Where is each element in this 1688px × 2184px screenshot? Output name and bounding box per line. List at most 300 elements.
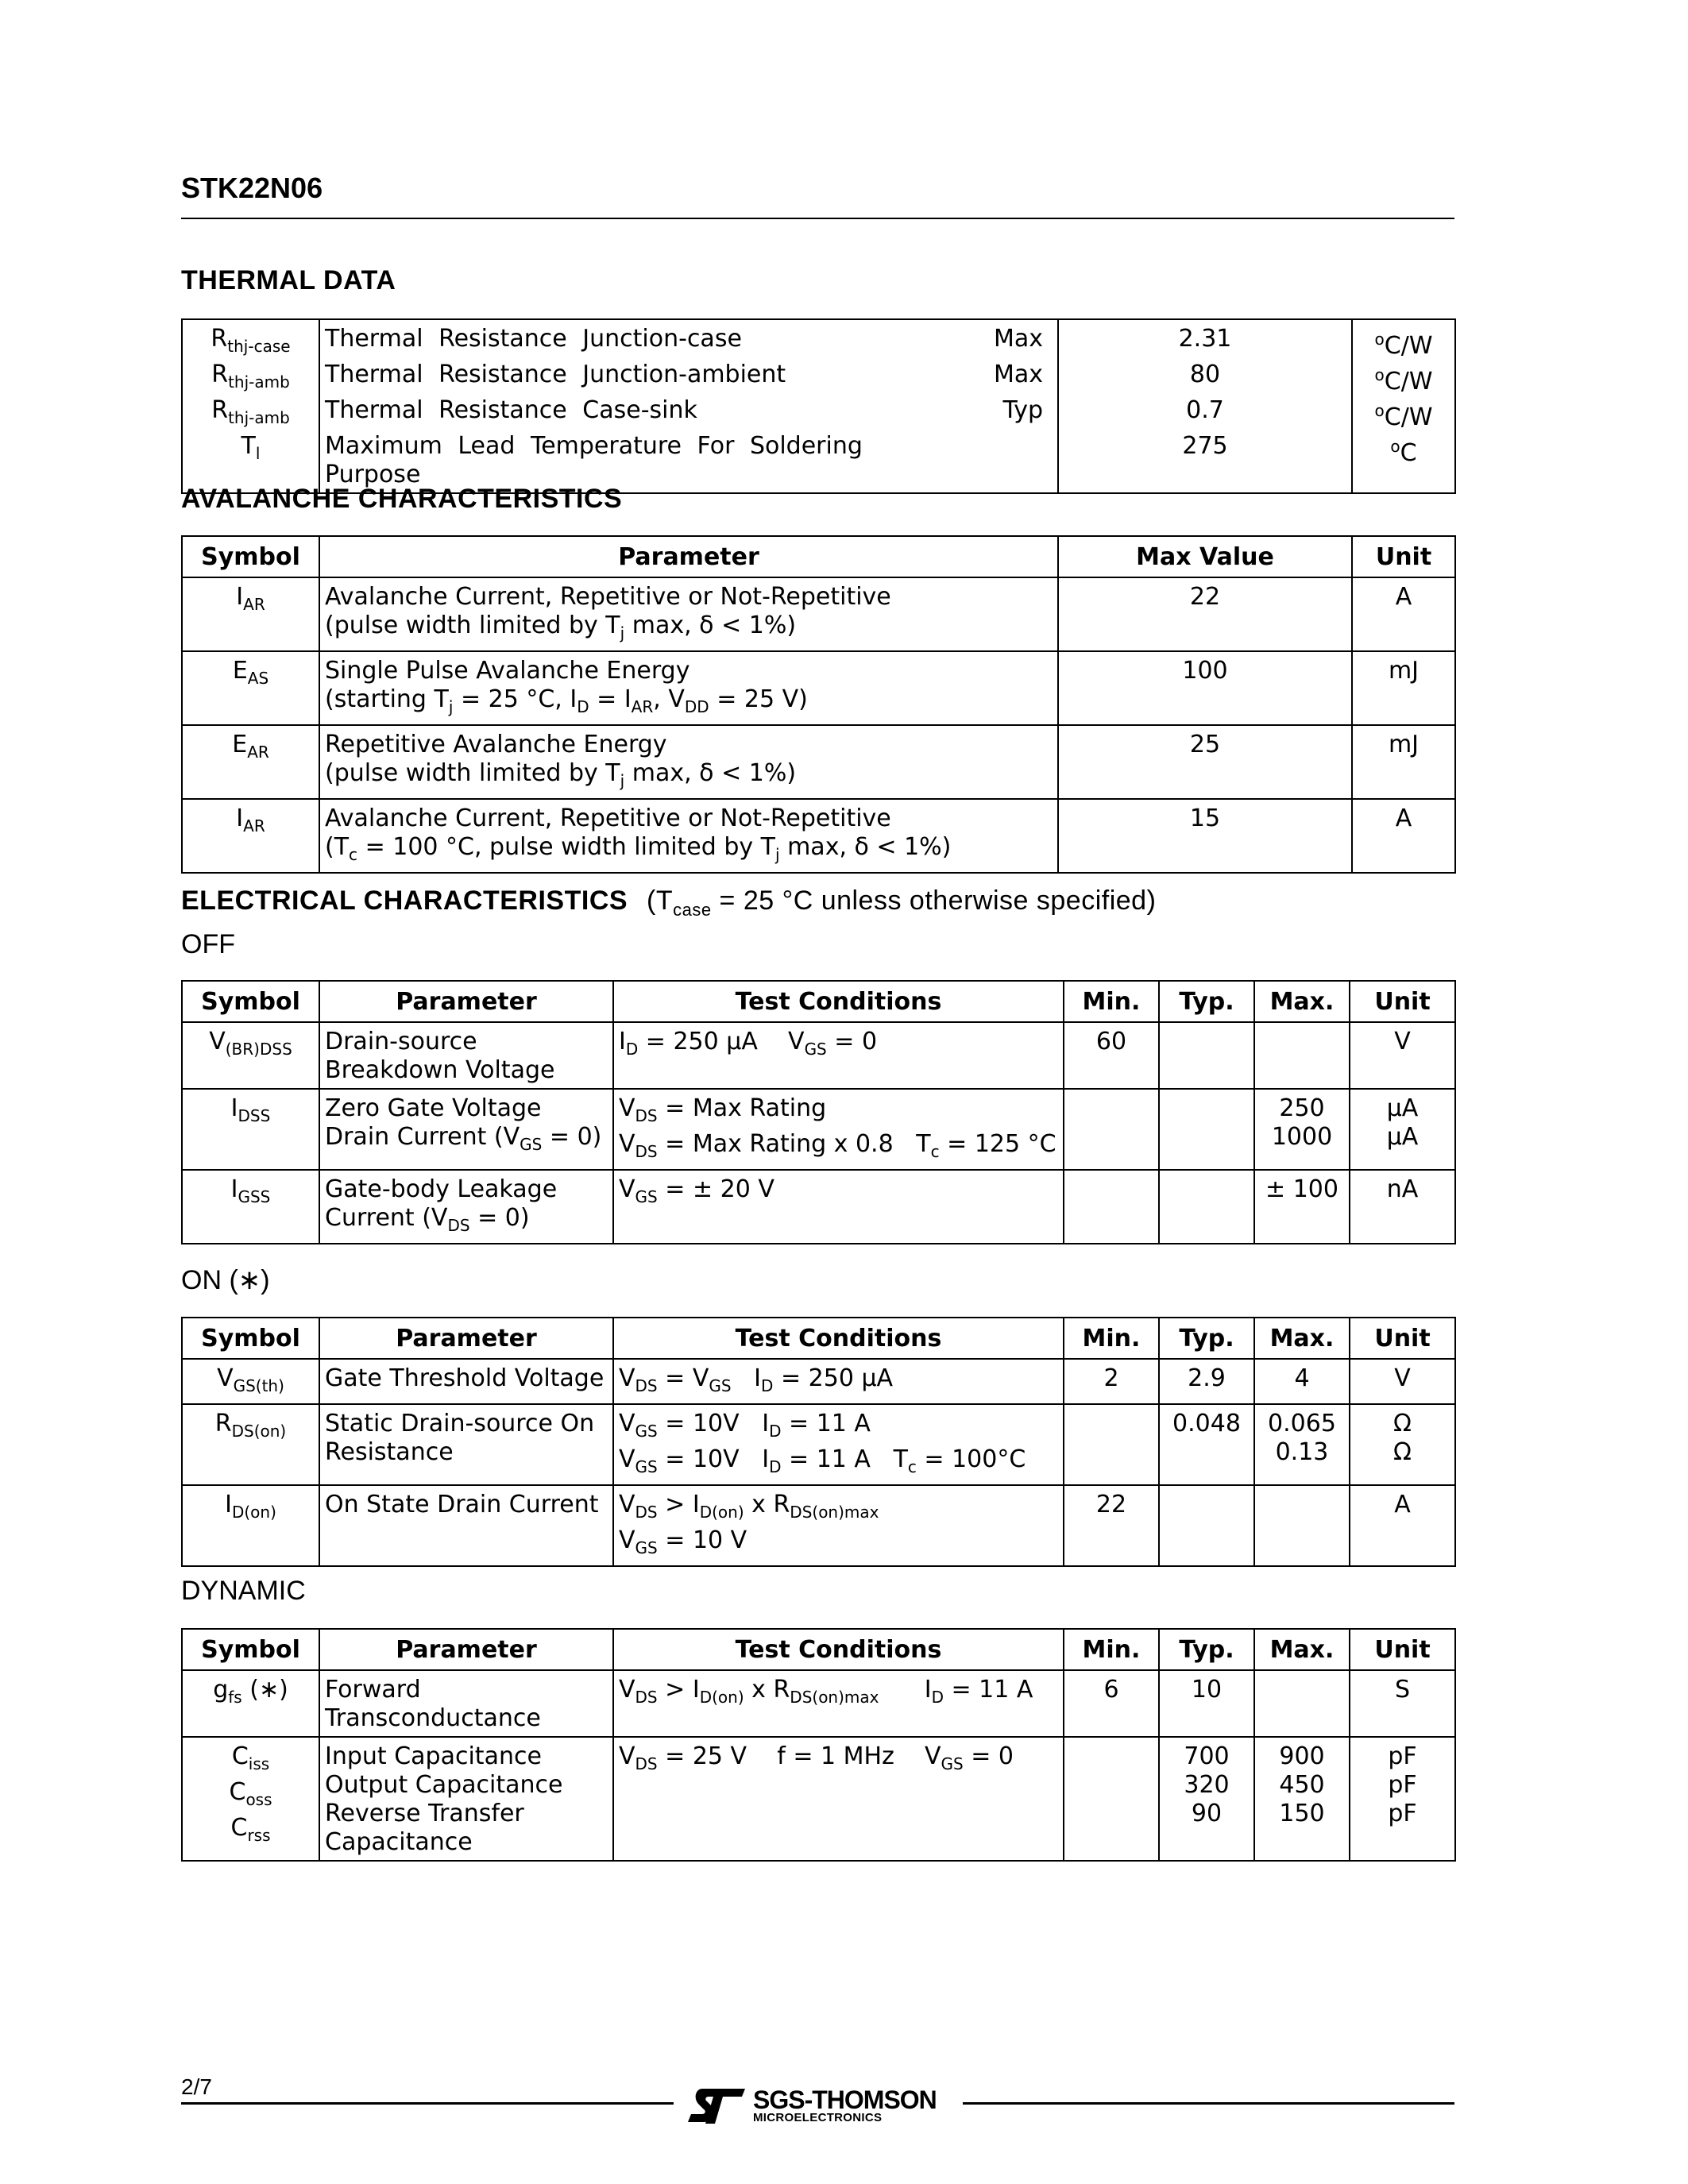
text: V	[619, 1175, 635, 1203]
on-table	[181, 1317, 1456, 1567]
off-label: OFF	[181, 929, 235, 959]
value: 80	[1058, 361, 1352, 396]
text: = 25 V f = 1 MHz V	[657, 1742, 941, 1770]
col-unit: Unit	[1350, 1629, 1455, 1670]
text: = 100°C	[916, 1445, 1026, 1473]
text: V	[619, 1130, 635, 1158]
electrical-heading	[181, 886, 1156, 920]
test-conditions	[613, 1670, 1064, 1737]
symbol-cell	[182, 577, 319, 651]
parameter	[319, 577, 1058, 651]
symbol-cell	[182, 1022, 319, 1089]
typ	[1159, 1089, 1254, 1170]
max	[1254, 1404, 1350, 1485]
avalanche-row	[182, 577, 1455, 651]
electrical-row	[182, 1022, 1455, 1089]
col-max: Max.	[1254, 981, 1350, 1022]
max	[1254, 1737, 1350, 1861]
typ	[1159, 1485, 1254, 1566]
electrical-row	[182, 1404, 1455, 1485]
subscript: DD	[684, 697, 709, 716]
subscript: D	[761, 1376, 774, 1395]
condition-line1	[619, 1094, 1058, 1130]
symbol-subscript: DS(on)	[231, 1422, 287, 1441]
parameter-line2	[325, 833, 1053, 869]
min	[1064, 1170, 1159, 1244]
parameter	[319, 1670, 613, 1737]
avalanche-heading: AVALANCHE CHARACTERISTICS	[181, 484, 623, 514]
symbol-subscript: AS	[247, 669, 269, 688]
symbol-suffix: (∗)	[241, 1676, 288, 1704]
symbol-subscript: GS(th)	[233, 1376, 284, 1395]
symbol-letter: E	[232, 731, 248, 758]
col-min: Min.	[1064, 981, 1159, 1022]
symbol	[230, 1175, 271, 1206]
header-row	[182, 1318, 1455, 1359]
parameter: Thermal Resistance Junction-case	[319, 319, 947, 361]
unit: mJ	[1352, 725, 1455, 799]
parameter-line2	[325, 1123, 608, 1159]
parameter-line1: Gate Threshold Voltage	[325, 1364, 605, 1392]
unit: A	[1352, 799, 1455, 873]
parameter-line2	[325, 1056, 608, 1085]
text: V	[619, 1526, 635, 1554]
logo-name: SGS-THOMSON	[753, 2086, 937, 2114]
max-line2: 1000	[1271, 1123, 1333, 1151]
thermal-row	[182, 396, 1455, 432]
subscript: AR	[631, 697, 654, 716]
text: = 10V I	[657, 1445, 770, 1473]
unit	[1352, 396, 1455, 432]
text: x R	[744, 1491, 790, 1518]
subscript: c	[930, 1142, 940, 1161]
text: = 0)	[469, 1204, 530, 1232]
subscript: GS	[709, 1376, 732, 1395]
unit-text: C/W	[1384, 368, 1433, 396]
text: V	[619, 1410, 635, 1437]
parameter-line: Output Capacitance	[325, 1771, 563, 1799]
symbol-letter: C	[230, 1814, 248, 1842]
col-max: Max.	[1254, 1629, 1350, 1670]
max-line1: 0.065	[1268, 1410, 1336, 1437]
unit-text: C	[1400, 439, 1417, 467]
parameter-line1: Drain-source	[325, 1028, 477, 1055]
parameter	[319, 651, 1058, 725]
header-row	[182, 1629, 1455, 1670]
unit	[1350, 1089, 1455, 1170]
col-symbol: Symbol	[182, 981, 319, 1022]
thermal-row	[182, 361, 1455, 396]
parameter: Thermal Resistance Junction-ambient	[319, 361, 947, 396]
parameter	[319, 799, 1058, 873]
min: 22	[1064, 1485, 1159, 1566]
text: V	[619, 1094, 635, 1122]
max-value: 15	[1058, 799, 1352, 873]
text: = ± 20 V	[657, 1175, 774, 1203]
company-logo	[685, 2082, 955, 2130]
symbol-cell	[182, 1670, 319, 1737]
test-conditions	[613, 1089, 1064, 1170]
subscript: D(on)	[699, 1688, 744, 1707]
parameter	[319, 1404, 613, 1485]
text: Breakdown Voltage	[325, 1056, 555, 1084]
symbol-subscript: AR	[243, 816, 265, 835]
off-table	[181, 980, 1456, 1244]
text: V	[619, 1445, 635, 1473]
qualifier: Max	[947, 361, 1058, 396]
parameter: Maximum Lead Temperature For Soldering Purpose	[319, 432, 947, 493]
symbol-cell	[182, 651, 319, 725]
condition-line1	[619, 1676, 1058, 1711]
col-unit: Unit	[1350, 1318, 1455, 1359]
text: I	[619, 1028, 626, 1055]
symbol	[187, 1742, 314, 1778]
text: = Max Rating	[657, 1094, 827, 1122]
thermal-row	[182, 319, 1455, 361]
value: 275	[1058, 432, 1352, 493]
symbol-subscript: l	[255, 444, 261, 463]
thermal-table	[181, 318, 1456, 494]
text: Drain Current (V	[325, 1123, 520, 1151]
typ: 10	[1159, 1670, 1254, 1737]
col-max-value: Max Value	[1058, 536, 1352, 577]
text: > I	[657, 1676, 700, 1704]
electrical-row	[182, 1359, 1455, 1404]
symbol-cell	[182, 1404, 319, 1485]
symbol-cell	[182, 1170, 319, 1244]
parameter-line1: Avalanche Current, Repetitive or Not-Repetitive	[325, 583, 891, 611]
subscript: DS(on)max	[790, 1688, 879, 1707]
unit-line1: Ω	[1393, 1410, 1412, 1437]
text: (pulse width limited by T	[325, 759, 620, 787]
avalanche-table	[181, 535, 1456, 874]
text: = V	[657, 1364, 709, 1392]
condition-line1	[619, 1028, 1058, 1063]
unit-line2: µA	[1386, 1123, 1419, 1151]
footer-rule	[963, 2102, 1454, 2105]
unit-degree: o	[1390, 437, 1400, 456]
unit	[1350, 1670, 1455, 1737]
typ-line: 320	[1184, 1771, 1230, 1799]
text: V	[619, 1742, 635, 1770]
symbol-subscript: AR	[247, 743, 269, 762]
symbol	[209, 1028, 292, 1059]
max-line1: ± 100	[1265, 1175, 1338, 1203]
subscript: D	[769, 1422, 782, 1441]
typ-line: 90	[1191, 1800, 1223, 1827]
unit	[1350, 1737, 1455, 1861]
avalanche-row	[182, 651, 1455, 725]
subscript: GS	[635, 1187, 658, 1206]
unit-line1: µA	[1386, 1094, 1419, 1122]
symbol-letter: I	[236, 583, 244, 611]
symbol-subscript: AR	[243, 595, 265, 614]
symbol-letter: C	[229, 1778, 246, 1806]
unit-degree: o	[1374, 365, 1385, 384]
col-parameter: Parameter	[319, 981, 613, 1022]
unit-text: C/W	[1384, 332, 1433, 360]
symbol	[230, 1094, 271, 1125]
parameter-line2	[325, 1704, 608, 1733]
parameter-line1: Single Pulse Avalanche Energy	[325, 657, 690, 685]
symbol-letter: R	[214, 1410, 232, 1437]
text: = 10V I	[657, 1410, 770, 1437]
col-unit: Unit	[1352, 536, 1455, 577]
unit-degree: o	[1374, 330, 1385, 349]
dynamic-label: DYNAMIC	[181, 1576, 306, 1606]
col-symbol: Symbol	[182, 1629, 319, 1670]
symbol-letter: V	[217, 1364, 234, 1392]
text: = 0)	[542, 1123, 602, 1151]
parameter: Thermal Resistance Case-sink	[319, 396, 947, 432]
unit-line1: S	[1394, 1676, 1411, 1704]
min	[1064, 1404, 1159, 1485]
unit-degree: o	[1374, 401, 1385, 420]
subscript: DS	[635, 1688, 658, 1707]
col-test-conditions: Test Conditions	[613, 1629, 1064, 1670]
footer-rule	[181, 2102, 674, 2105]
st-logo-icon	[685, 2086, 748, 2127]
unit	[1352, 319, 1455, 361]
typ	[1159, 1737, 1254, 1861]
test-conditions	[613, 1404, 1064, 1485]
col-parameter: Parameter	[319, 1318, 613, 1359]
subscript: DS(on)max	[790, 1503, 879, 1522]
subscript: DS	[635, 1503, 658, 1522]
symbol-subscript: thj-amb	[228, 372, 290, 392]
text: = 250 µA V	[638, 1028, 805, 1055]
condition-line1	[619, 1742, 1058, 1778]
logo-subtitle: MICROELECTRONICS	[753, 2111, 883, 2124]
condition-line1	[619, 1491, 1058, 1526]
qualifier	[947, 432, 1058, 493]
text: V	[619, 1491, 635, 1518]
symbol-subscript: GSS	[238, 1187, 271, 1206]
symbol-cell	[182, 361, 319, 396]
unit: mJ	[1352, 651, 1455, 725]
dynamic-table	[181, 1628, 1456, 1862]
symbol-letter: I	[230, 1175, 238, 1203]
unit-line1: V	[1394, 1028, 1411, 1055]
text: = 11 A T	[781, 1445, 908, 1473]
electrical-heading-title: ELECTRICAL CHARACTERISTICS	[181, 886, 628, 916]
subscript: c	[907, 1457, 917, 1476]
parameter-line1: Repetitive Avalanche Energy	[325, 731, 667, 758]
col-unit: Unit	[1350, 981, 1455, 1022]
condition-line1	[619, 1410, 1058, 1445]
thermal-heading: THERMAL DATA	[181, 265, 396, 295]
parameter-line2	[325, 1438, 608, 1467]
max-line: 900	[1279, 1742, 1325, 1770]
unit	[1352, 361, 1455, 396]
unit-line1: V	[1394, 1364, 1411, 1392]
unit	[1350, 1485, 1455, 1566]
test-conditions	[613, 1022, 1064, 1089]
min	[1064, 1737, 1159, 1861]
symbol-letter: R	[211, 361, 229, 388]
symbol	[187, 1814, 314, 1850]
max-line1: 4	[1294, 1364, 1310, 1392]
text: Resistance	[325, 1438, 454, 1466]
parameter-line: Reverse Transfer	[325, 1800, 524, 1827]
avalanche-row	[182, 799, 1455, 873]
symbol	[236, 583, 265, 614]
symbol-cell	[182, 396, 319, 432]
subscript: GS	[804, 1040, 827, 1059]
condition-line2	[619, 1526, 1058, 1562]
symbol-subscript: (BR)DSS	[225, 1040, 292, 1059]
parameter	[319, 1022, 613, 1089]
symbol-cell	[182, 799, 319, 873]
max-line2: 0.13	[1275, 1438, 1329, 1466]
parameter-line1: Gate-body Leakage	[325, 1175, 558, 1203]
subscript: DS	[635, 1142, 658, 1161]
symbol-letter: E	[232, 657, 248, 685]
condition-line2	[619, 1130, 1058, 1166]
text: (pulse width limited by T	[325, 612, 620, 639]
text: Current (V	[325, 1204, 448, 1232]
col-symbol: Symbol	[182, 536, 319, 577]
subscript: GS	[635, 1457, 658, 1476]
symbol-letter: g	[213, 1676, 229, 1704]
unit	[1350, 1359, 1455, 1404]
subscript: D	[931, 1688, 944, 1707]
unit-line2: Ω	[1393, 1438, 1412, 1466]
symbol-cell	[182, 725, 319, 799]
test-conditions	[613, 1359, 1064, 1404]
symbol-letter: T	[241, 432, 256, 460]
symbol	[187, 1778, 314, 1814]
text: x R	[744, 1676, 790, 1704]
unit-line1: nA	[1386, 1175, 1419, 1203]
symbol	[217, 1364, 284, 1395]
parameter-line1: Forward	[325, 1676, 421, 1704]
parameter-line2	[325, 685, 1053, 721]
unit-line1: A	[1394, 1491, 1411, 1518]
typ	[1159, 1022, 1254, 1089]
col-typ: Typ.	[1159, 981, 1254, 1022]
col-parameter: Parameter	[319, 536, 1058, 577]
max	[1254, 1089, 1350, 1170]
text: = 125 °C	[939, 1130, 1056, 1158]
min: 60	[1064, 1022, 1159, 1089]
col-min: Min.	[1064, 1318, 1159, 1359]
page-number: 2/7	[181, 2074, 212, 2099]
parameter-line1: Zero Gate Voltage	[325, 1094, 542, 1122]
subscript: j	[448, 697, 454, 716]
text: = 11 A	[781, 1410, 871, 1437]
condition-line1	[619, 1175, 1058, 1211]
test-conditions	[613, 1737, 1064, 1861]
electrical-row	[182, 1670, 1455, 1737]
symbol	[225, 1491, 276, 1522]
value: 2.31	[1058, 319, 1352, 361]
parameter	[319, 1089, 613, 1170]
text: = 25 V)	[709, 685, 808, 713]
text: max, δ < 1%)	[624, 612, 797, 639]
symbol	[236, 805, 265, 835]
symbol-letter: R	[211, 396, 229, 424]
symbol-subscript: thj-case	[227, 337, 291, 356]
symbol-cell	[182, 1089, 319, 1170]
header-row	[182, 981, 1455, 1022]
text: = 250 µA	[773, 1364, 894, 1392]
subscript: c	[349, 845, 358, 864]
unit: A	[1352, 577, 1455, 651]
symbol	[214, 1410, 287, 1441]
avalanche-row	[182, 725, 1455, 799]
text: = 10 V	[657, 1526, 747, 1554]
text: (starting T	[325, 685, 449, 713]
parameter-line2	[325, 759, 1053, 795]
subscript: DS	[635, 1754, 658, 1773]
max-value: 25	[1058, 725, 1352, 799]
text: max, δ < 1%)	[624, 759, 797, 787]
typ	[1159, 1170, 1254, 1244]
unit-text: C/W	[1384, 403, 1433, 431]
symbol-letter: I	[230, 1094, 238, 1122]
symbol	[232, 731, 269, 762]
symbol-subscript: thj-amb	[228, 408, 290, 427]
text: max, δ < 1%)	[779, 833, 952, 861]
value: 0.7	[1058, 396, 1352, 432]
subscript: GS	[941, 1754, 964, 1773]
text: V	[619, 1364, 635, 1392]
col-test-conditions: Test Conditions	[613, 981, 1064, 1022]
typ: 0.048	[1159, 1404, 1254, 1485]
subscript: D(on)	[699, 1503, 744, 1522]
qualifier: Typ	[947, 396, 1058, 432]
subscript: j	[620, 623, 625, 642]
min	[1064, 1089, 1159, 1170]
symbol-subscript: oss	[245, 1790, 272, 1809]
symbol-cell	[182, 1485, 319, 1566]
test-conditions	[613, 1485, 1064, 1566]
parameter-line1: On State Drain Current	[325, 1491, 599, 1518]
max-value: 100	[1058, 651, 1352, 725]
parameter-line1: Static Drain-source On	[325, 1410, 595, 1437]
condition-line2	[619, 1445, 1058, 1481]
col-typ: Typ.	[1159, 1629, 1254, 1670]
subscript: D	[625, 1040, 639, 1059]
text: > I	[657, 1491, 700, 1518]
subscript: D	[577, 697, 589, 716]
subscript: DS	[635, 1376, 658, 1395]
max-line: 150	[1279, 1800, 1325, 1827]
condition-line1	[619, 1364, 1058, 1400]
parameter-line2	[325, 1204, 608, 1240]
text: = 0	[826, 1028, 878, 1055]
text: = I	[589, 685, 632, 713]
subscript: D	[769, 1457, 782, 1476]
subscript: DS	[635, 1106, 658, 1125]
typ-line: 700	[1184, 1742, 1230, 1770]
electrical-heading-condition: ($T_{case} = 25$ °C unless otherwise specified)	[647, 886, 1157, 920]
col-parameter: Parameter	[319, 1629, 613, 1670]
symbol-cell	[182, 1359, 319, 1404]
subscript: GS	[635, 1538, 658, 1557]
unit	[1350, 1022, 1455, 1089]
parameter	[319, 1170, 613, 1244]
text: Transconductance	[325, 1704, 541, 1732]
symbol	[213, 1676, 288, 1707]
text: = 25 °C, I	[453, 685, 577, 713]
col-symbol: Symbol	[182, 1318, 319, 1359]
unit-line: pF	[1388, 1742, 1417, 1770]
on-label: ON (∗)	[181, 1265, 270, 1295]
title-rule	[181, 218, 1454, 219]
subscript: DS	[447, 1216, 470, 1235]
